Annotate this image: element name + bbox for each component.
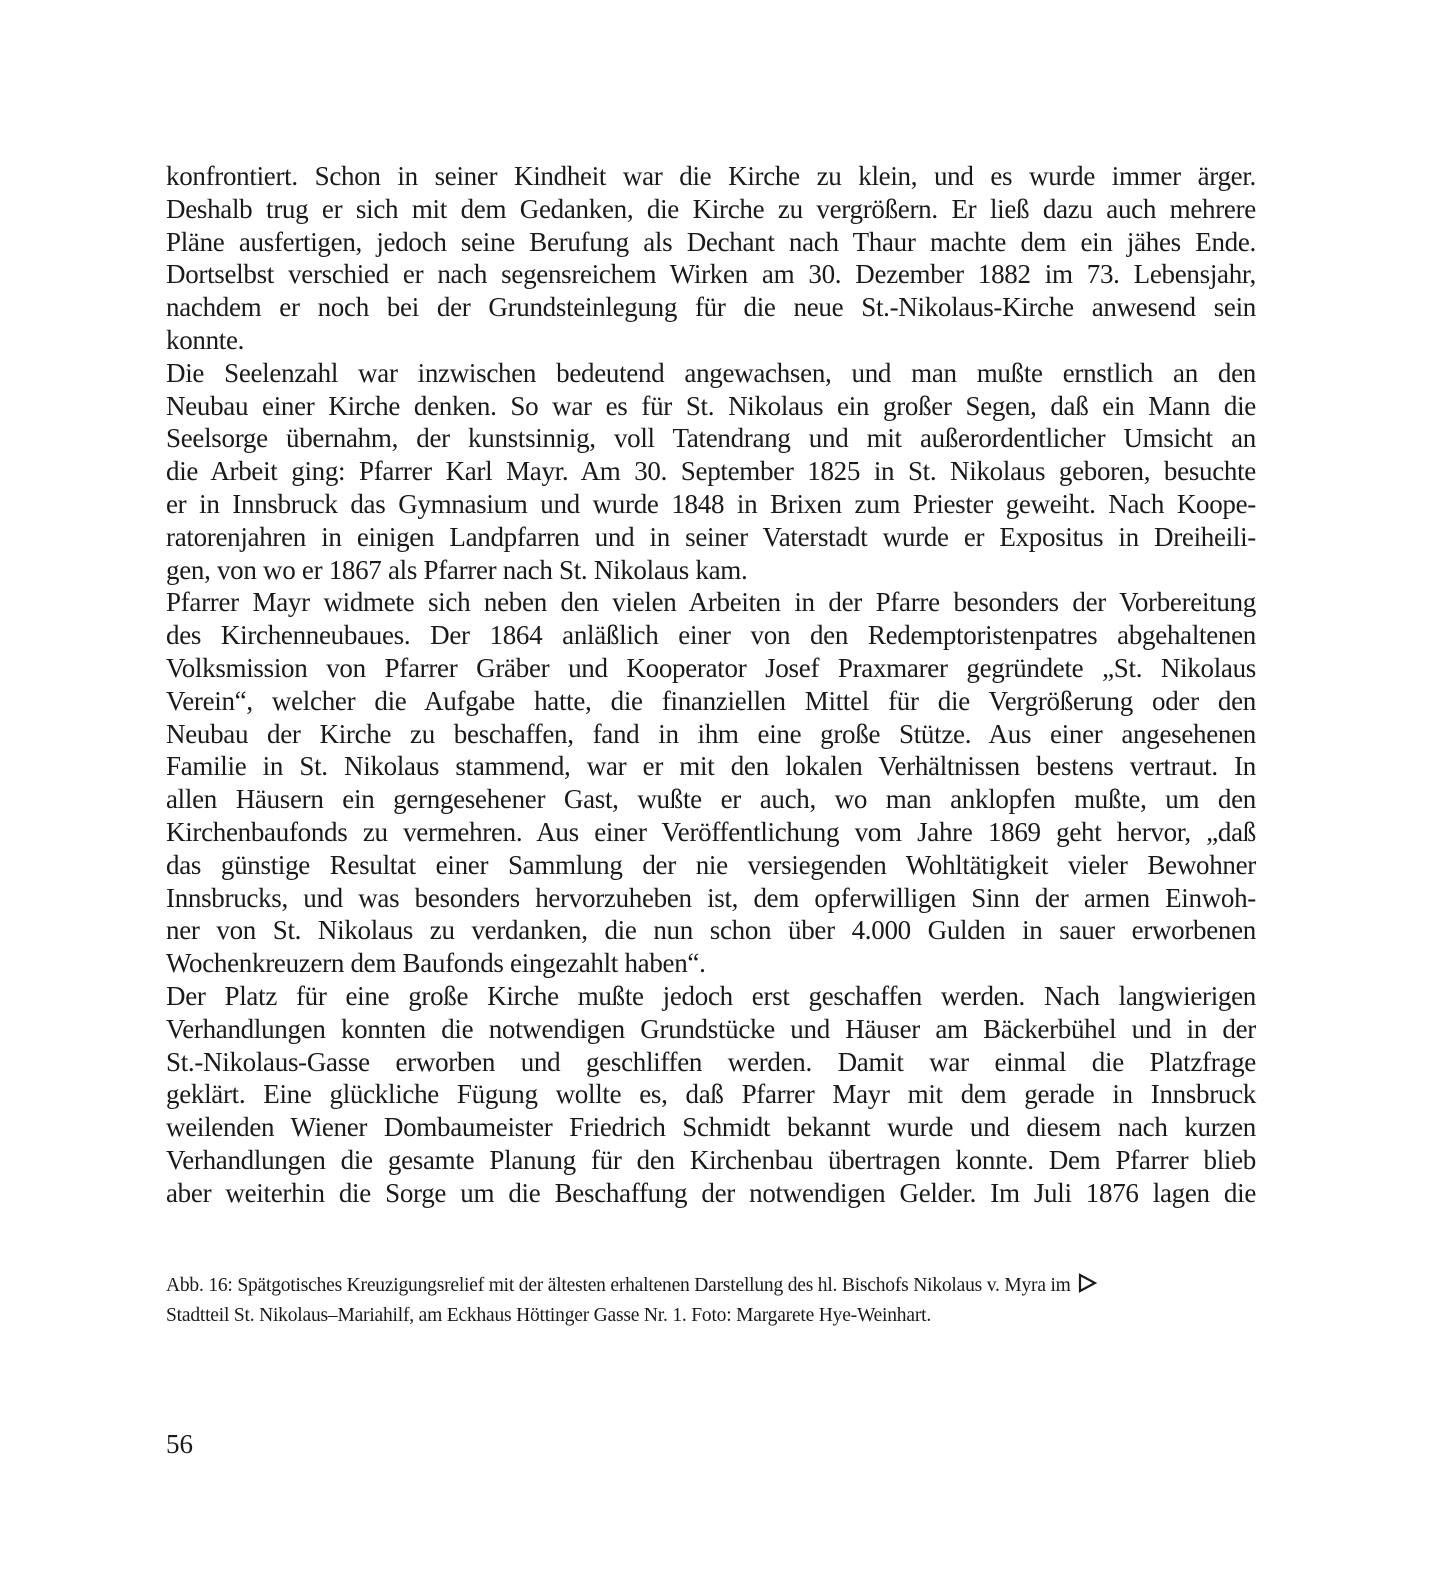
text-line: Familie in St. Nikolaus stammend, war er mit den lokalen Verhältnissen bestens vertraut. In <box>166 751 1256 782</box>
text-line: konfrontiert. Schon in seiner Kindheit war die Kirche zu klein, und es wurde immer ärger. <box>166 161 1256 191</box>
text-line: Kirchenbaufonds zu vermehren. Aus einer Veröffentlichung vom Jahre 1869 geht hervor, „daß <box>166 816 1256 847</box>
text-line: Neubau einer Kirche denken. So war es für St. Nikolaus ein großer Segen, daß ein Mann die <box>166 390 1256 421</box>
text-line: Dortselbst verschied er nach segensreichem Wirken am 30. Dezember 1882 im 73. Lebensjahr, <box>166 259 1256 290</box>
text-line: gen, von wo er 1867 als Pfarrer nach St. Nikolaus kam. <box>166 554 748 585</box>
text-line: des Kirchenneubaues. Der 1864 anläßlich einer von den Redemptoristenpatres abgehaltenen <box>166 620 1256 651</box>
text-line: Innsbrucks, und was besonders hervorzuheben ist, dem opferwilligen Sinn der armen Einwoh- <box>166 882 1256 913</box>
text-line: aber weiterhin die Sorge um die Beschaffung der notwendigen Gelder. Im Juli 1876 lagen die <box>166 1177 1256 1208</box>
text-line: Verhandlungen konnten die notwendigen Grundstücke und Häuser am Bäckerbühel und in der <box>166 1013 1256 1044</box>
caption-line-1 <box>166 1272 1286 1302</box>
text-line: Die Seelenzahl war inzwischen bedeutend angewachsen, und man mußte ernstlich an den <box>166 357 1256 388</box>
text-line: nachdem er noch bei der Grundsteinlegung für die neue St.-Nikolaus-Kirche anwesend sein <box>166 292 1256 323</box>
text-line: Neubau der Kirche zu beschaffen, fand in ihm eine große Stütze. Aus einer angesehenen <box>166 718 1256 749</box>
text-line: geklärt. Eine glückliche Fügung wollte es, daß Pfarrer Mayr mit dem gerade in Innsbruck <box>166 1079 1256 1110</box>
body-text <box>166 160 1256 1210</box>
text-line: Pfarrer Mayr widmete sich neben den vielen Arbeiten in der Pfarre besonders der Vorbereitung <box>166 587 1256 618</box>
text-line: Seelsorge übernahm, der kunstsinnig, voll Tatendrang und mit außerordentlicher Umsicht an <box>166 423 1256 454</box>
text-line: Pläne ausfertigen, jedoch seine Berufung als Dechant nach Thaur machte dem ein jähes Ende. <box>166 226 1256 257</box>
text-line: Deshalb trug er sich mit dem Gedanken, die Kirche zu vergrößern. Er ließ dazu auch mehrere <box>166 193 1256 224</box>
text-line: Der Platz für eine große Kirche mußte jedoch erst geschaffen werden. Nach langwierigen <box>166 980 1256 1011</box>
text-line: ratorenjahren in einigen Landpfarren und in seiner Vaterstadt wurde er Expositus in Dreiheili- <box>166 521 1256 552</box>
text-line: St.-Nikolaus-Gasse erworben und geschliffen werden. Damit war einmal die Platzfrage <box>166 1046 1256 1077</box>
triangle-right-outline-icon <box>1077 1273 1097 1302</box>
text-line: Volksmission von Pfarrer Gräber und Kooperator Josef Praxmarer gegründete „St. Nikolaus <box>166 652 1256 683</box>
text-line: Wochenkreuzern dem Baufonds eingezahlt haben“. <box>166 948 706 979</box>
text-line: Verhandlungen die gesamte Planung für den Kirchenbau übertragen konnte. Dem Pfarrer blieb <box>166 1144 1256 1175</box>
text-line: weilenden Wiener Dombaumeister Friedrich Schmidt bekannt wurde und diesem nach kurzen <box>166 1112 1256 1143</box>
text-line: allen Häusern ein gerngesehener Gast, wußte er auch, wo man anklopfen mußte, um den <box>166 784 1256 815</box>
text-line: die Arbeit ging: Pfarrer Karl Mayr. Am 30. September 1825 in St. Nikolaus geboren, besuchte <box>166 456 1256 487</box>
page-number: 56 <box>166 1429 193 1459</box>
figure-caption <box>166 1272 1286 1330</box>
text-line: konnte. <box>166 324 245 355</box>
text-line: ner von St. Nikolaus zu verdanken, die nun schon über 4.000 Gulden in sauer erworbenen <box>166 915 1256 946</box>
caption-line-2: Stadtteil St. Nikolaus–Mariahilf, am Eckhaus Höttinger Gasse Nr. 1. Foto: Margarete Hye-Weinhart. <box>166 1305 931 1326</box>
text-line: er in Innsbruck das Gymnasium und wurde 1848 in Brixen zum Priester geweiht. Nach Koope- <box>166 488 1256 519</box>
caption-line-1-text: Abb. 16: Spätgotisches Kreuzigungsrelief mit der ältesten erhaltenen Darstellung des hl. Bischofs Nikolaus v. Myra im <box>166 1275 1071 1296</box>
text-line: Verein“, welcher die Aufgabe hatte, die finanziellen Mittel für die Vergrößerung oder den <box>166 685 1256 716</box>
text-line: das günstige Resultat einer Sammlung der nie versiegenden Wohltätigkeit vieler Bewohner <box>166 849 1256 880</box>
